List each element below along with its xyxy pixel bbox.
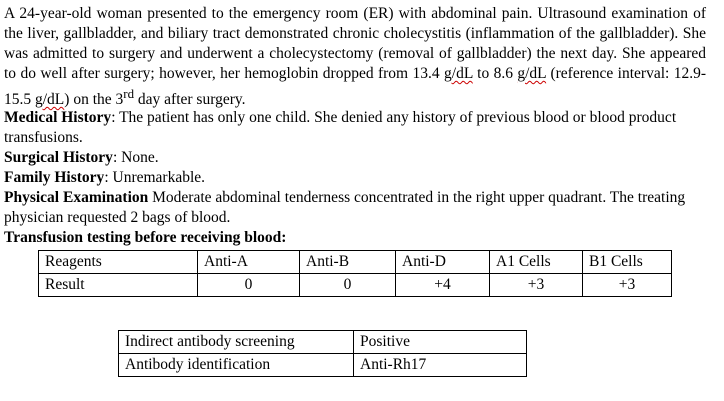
table-row — [119, 331, 527, 354]
header-cell: A1 Cells — [490, 251, 583, 274]
header-cell: Anti-B — [300, 251, 396, 274]
surgical-history: Surgical History: None. — [4, 149, 159, 166]
table-row — [39, 274, 672, 297]
family-history: Family History: Unremarkable. — [4, 169, 206, 186]
header-cell: B1 Cells — [583, 251, 672, 274]
test-result-cell: Positive — [354, 331, 527, 354]
result-cell: 0 — [198, 274, 300, 297]
medical-history: Medical History: The patient has only one child. She denied any history of previous blood or blood product transfusions. — [4, 109, 677, 146]
result-cell: +4 — [396, 274, 490, 297]
medical-history-label: Medical History — [4, 109, 112, 126]
antibody-table — [118, 330, 527, 377]
transfusion-results-table — [38, 250, 672, 297]
row-label-cell: Result — [39, 274, 198, 297]
unit-gdl: g/dL — [35, 91, 65, 109]
result-cell: +3 — [490, 274, 583, 297]
table-header-row — [39, 251, 672, 274]
test-name-cell: Indirect antibody screening — [119, 331, 354, 354]
header-cell: Anti-A — [198, 251, 300, 274]
test-name-cell: Antibody identification — [119, 354, 354, 377]
table-row — [119, 354, 527, 377]
case-description: A 24-year-old woman presented to the emergency room (ER) with abdominal pain. Ultrasound examination of the liver, gallbladder, and biliary tract demonstrated chronic cholecystitis (inflammation of the gallbladder). She was admitted to surgery and underwent a cholecystectomy (removal of gallbladder) the next day. She appeared to do well after surgery; however, her hemoglobin dropped from 13.4 g/dL to 8.6 g/dL (reference interval: 12.9-15.5 g/dL) on the 3rd day after surgery. — [4, 5, 707, 109]
unit-gdl: g/dL — [517, 65, 547, 82]
header-cell: Anti-D — [396, 251, 490, 274]
physical-examination: Physical Examination Moderate abdominal tenderness concentrated in the right upper quadrant. The treating physician requested 2 bags of blood. — [4, 189, 686, 226]
header-cell: Reagents — [39, 251, 198, 274]
test-result-cell: Anti-Rh17 — [354, 354, 527, 377]
result-cell: 0 — [300, 274, 396, 297]
result-cell: +3 — [583, 274, 672, 297]
unit-gdl: g/dL — [444, 65, 473, 82]
transfusion-testing-heading: Transfusion testing before receiving blood: — [4, 229, 287, 246]
